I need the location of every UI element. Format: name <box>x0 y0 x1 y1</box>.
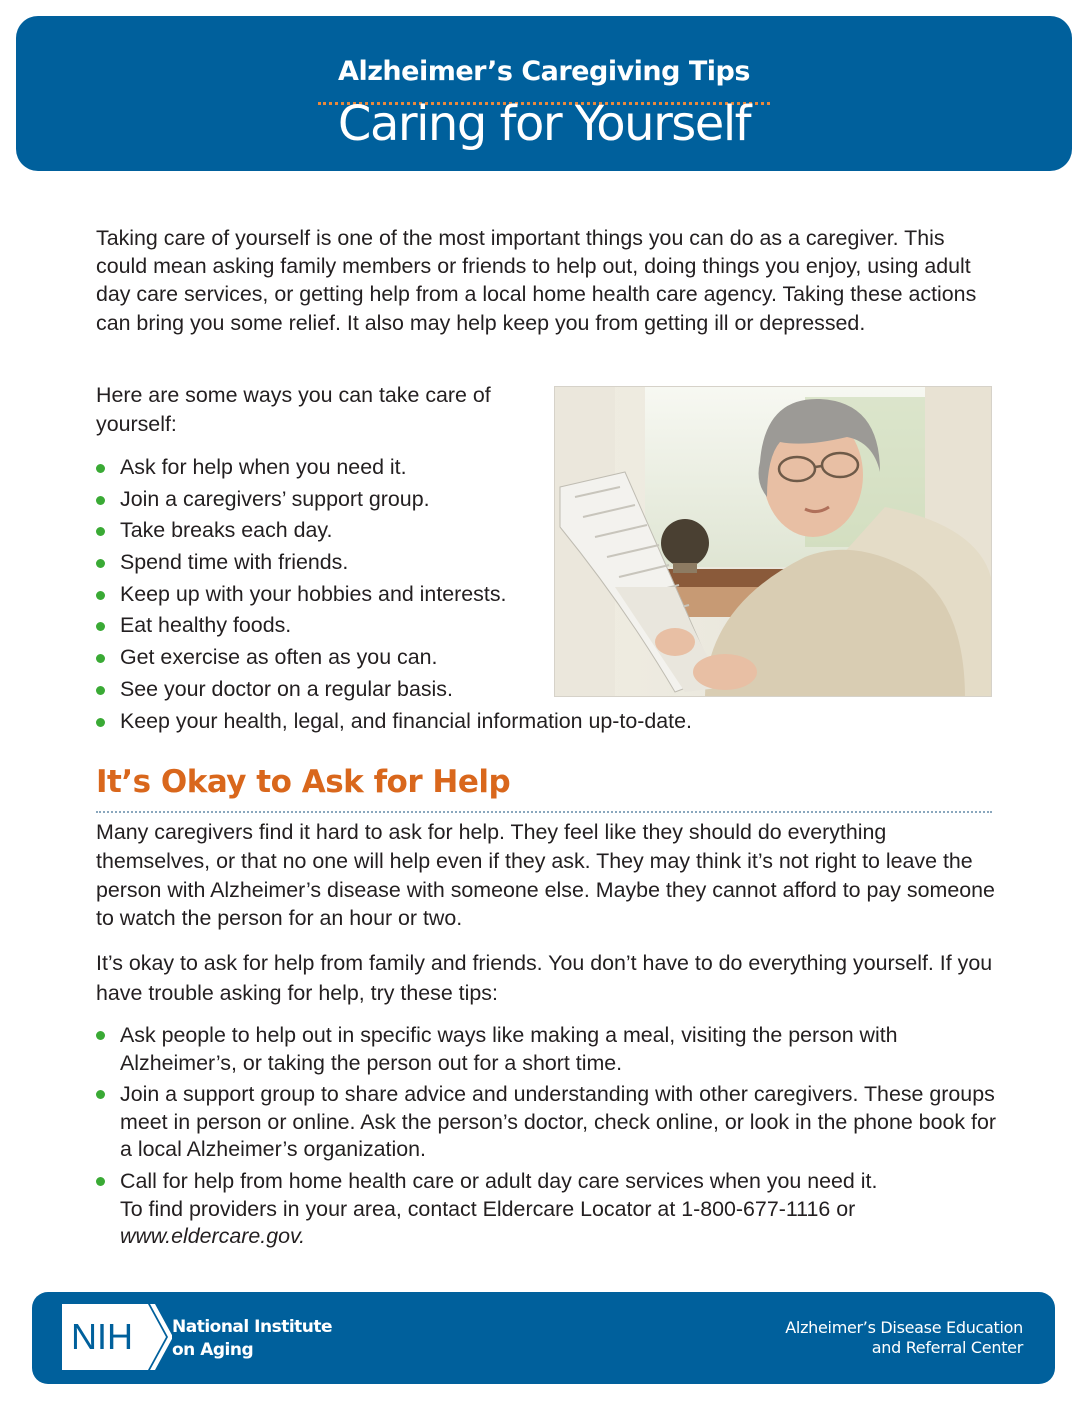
bullet-icon <box>96 559 105 568</box>
list-item: Keep your health, legal, and financial information up-to-date. <box>96 706 796 738</box>
bullet-icon <box>96 496 105 505</box>
list-item: Keep up with your hobbies and interests. <box>96 579 796 611</box>
list-item: Join a support group to share advice and understanding with other caregivers. These groups meet in person or online. Ask the person’s doctor, check online, or look in the phone book for a local Alzheimer’s organization. <box>96 1081 996 1164</box>
list-item: Spend time with friends. <box>96 547 796 579</box>
list-item: See your doctor on a regular basis. <box>96 674 796 706</box>
bullet-icon <box>96 718 105 727</box>
bullet-icon <box>96 1031 105 1040</box>
help-tips-list <box>96 1022 996 1255</box>
series-title: Alzheimer’s Caregiving Tips <box>338 56 750 87</box>
self-care-lead-in: Here are some ways you can take care of yourself: <box>96 383 491 436</box>
help-paragraph-1: Many caregivers find it hard to ask for help. They feel like they should do everything themselves, or that no one will help even if they ask. They may think it’s not right to leave the person with Alzheimer’s disease with someone else. Maybe they cannot afford to pay someone to watch the person for an hour or two. <box>96 820 995 931</box>
institute-name: National Institute on Aging <box>172 1317 333 1360</box>
list-item: Ask for help when you need it. <box>96 452 796 484</box>
eldercare-url[interactable]: www.eldercare.gov. <box>120 1224 306 1249</box>
help-paragraph-2: It’s okay to ask for help from family and friends. You don’t have to do everything yourself. If you have trouble asking for help, try these tips: <box>96 951 993 1005</box>
bullet-icon <box>96 654 105 663</box>
list-item: Take breaks each day. <box>96 515 796 547</box>
section-heading: It’s Okay to Ask for Help <box>96 764 511 800</box>
footer-banner <box>32 1292 1055 1384</box>
list-item: Call for help from home health care or adult day care services when you need it. To find providers in your area, contact Eldercare Locator at 1-800-677-1116 or www.eldercare.gov. <box>96 1168 996 1251</box>
list-item: Get exercise as often as you can. <box>96 642 796 674</box>
intro-paragraph: Taking care of yourself is one of the most important things you can do as a caregiver. This could mean asking family members or friends to help out, doing things you enjoy, using adult day care services, or getting help from a local home health care agency. Taking these actions can bring you some relief. It also may help keep you from getting ill or depressed. <box>96 226 977 335</box>
bullet-icon <box>96 527 105 536</box>
bullet-icon <box>96 686 105 695</box>
list-item: Join a caregivers’ support group. <box>96 484 796 516</box>
nih-logo-text: NIH <box>71 1316 133 1357</box>
bullet-icon <box>96 622 105 631</box>
section-dotted-divider <box>96 811 992 813</box>
bullet-icon <box>96 464 105 473</box>
header-banner <box>16 16 1072 171</box>
bullet-icon <box>96 591 105 600</box>
page-title: Caring for Yourself <box>337 96 751 152</box>
eldercare-contact-line: To find providers in your area, contact Eldercare Locator at 1-800-677-1116 or <box>120 1196 856 1221</box>
bullet-icon <box>96 1177 105 1186</box>
list-item: Eat healthy foods. <box>96 610 796 642</box>
list-item: Ask people to help out in specific ways like making a meal, visiting the person with Alzheimer’s, or taking the person out for a short time. <box>96 1022 996 1077</box>
photo-woman-reading-newspaper <box>554 386 992 697</box>
bullet-icon <box>96 1090 105 1099</box>
nih-logo-icon <box>62 1304 172 1370</box>
adear-center-name: Alzheimer’s Disease Education and Referral Center <box>785 1318 1023 1357</box>
